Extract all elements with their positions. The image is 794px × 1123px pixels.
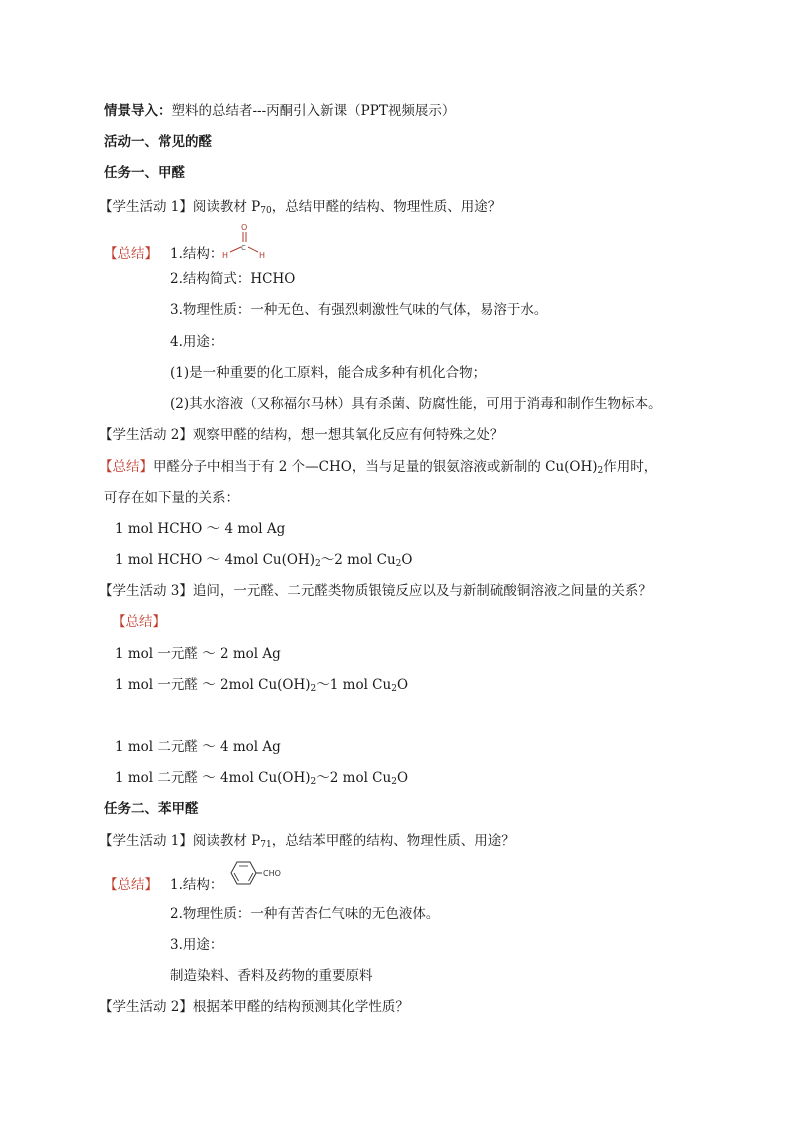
task1-summary1-tag: 【总结】: [104, 246, 158, 262]
relation-part-a: 1 mol 一元醛 ～ 2mol Cu(OH): [115, 677, 311, 693]
task1-summary3-r1: 1 mol 一元醛 ～ 2 mol Ag: [115, 646, 281, 662]
activity-tag: 【学生活动 1】: [99, 833, 193, 849]
task1-student-activity-2: [99, 426, 503, 444]
activity-tag: 【学生活动 1】: [99, 199, 193, 215]
subscript: 2: [391, 777, 397, 787]
relation-part-b: ～1 mol Cu: [316, 677, 392, 693]
relation-part-c: O: [401, 552, 413, 568]
activity-tag: 【学生活动 2】: [99, 999, 193, 1015]
subscript: 2: [395, 559, 402, 569]
benzene-ring: [231, 862, 256, 884]
bond-h2: [248, 247, 258, 252]
benzaldehyde-structure-diagram: [222, 858, 292, 892]
task1-structure-label: 1.结构：: [170, 246, 224, 262]
activity-tag: 【学生活动 2】: [99, 427, 193, 443]
activity-text-before: 阅读教材 P: [192, 199, 261, 215]
oxygen-atom: O: [241, 223, 248, 232]
subscript: 2: [391, 684, 397, 694]
task1-student-activity-3: [99, 582, 652, 600]
task2-use-label: 3.用途：: [170, 937, 224, 953]
intro-line: [104, 102, 455, 120]
relation-part-a: 1 mol HCHO ～ 4mol Cu(OH): [115, 552, 315, 568]
relation-part-b: ～2 mol Cu: [320, 552, 396, 568]
cho-group-label: CHO: [263, 869, 281, 878]
subscript: 2: [310, 684, 317, 694]
activity1-heading: 活动一、常见的醛: [104, 134, 212, 150]
intro-label: 情景导入：: [104, 103, 172, 119]
hydrogen-atom-right: H: [259, 251, 266, 260]
intro-text: 塑料的总结者---丙酮引入新课（PPT视频展示）: [171, 103, 456, 119]
task1-use-label: 4.用途：: [170, 334, 224, 350]
activity-tag: 【学生活动 3】: [99, 583, 193, 599]
task2-structure-label: 1.结构：: [170, 877, 224, 893]
relation-part-c: O: [396, 770, 409, 786]
summary-text-b: 作用时，: [603, 459, 658, 475]
subscript: 2: [314, 559, 321, 569]
task2-physical: 2.物理性质：一种有苦杏仁气味的无色液体。: [170, 906, 440, 922]
activity-text: 根据苯甲醛的结构预测其化学性质？: [192, 999, 409, 1015]
task1-short-formula: 2.结构简式：HCHO: [170, 271, 296, 287]
activity-text: 观察甲醛的结构，想一想其氧化反应有何特殊之处？: [192, 427, 504, 443]
task2-summary1-tag: 【总结】: [104, 877, 158, 893]
task1-physical: 3.物理性质：一种无色、有强烈刺激性气味的气体，易溶于水。: [170, 302, 548, 318]
activity-text-after: ，总结甲醛的结构、物理性质、用途？: [271, 199, 502, 215]
hydrogen-atom-left: H: [222, 251, 229, 260]
subscript: 2: [310, 777, 317, 787]
task2-use-text: 制造染料、香料及药物的重要原料: [170, 968, 373, 984]
task1-summary3-r4: [115, 769, 408, 787]
formaldehyde-structure-diagram: [220, 220, 270, 260]
activity-text-before: 阅读教材 P: [192, 833, 261, 849]
task2-student-activity-2: [99, 998, 409, 1016]
relation-part-c: O: [396, 677, 409, 693]
bond-h1: [230, 247, 241, 252]
task1-summary2-line2: 可存在如下量的关系：: [104, 490, 239, 506]
task1-relation2: [115, 551, 412, 569]
carbon-atom: C: [241, 244, 246, 252]
relation-part-b: ～2 mol Cu: [316, 770, 392, 786]
task1-summary3-r2: [115, 676, 408, 694]
task1-relation1: 1 mol HCHO ～ 4 mol Ag: [115, 521, 286, 537]
task2-heading: 任务二、苯甲醛: [104, 801, 199, 817]
task1-student-activity-1: [99, 198, 501, 216]
task1-summary3-r3: 1 mol 二元醛 ～ 4 mol Ag: [115, 739, 281, 755]
summary-tag: 【总结】: [99, 459, 153, 475]
task1-summary3-tag: 【总结】: [112, 614, 166, 630]
page-subscript: 70: [260, 206, 272, 216]
task1-summary2-line1: [99, 458, 657, 476]
task2-student-activity-1: [99, 832, 515, 850]
activity-text-after: ，总结苯甲醛的结构、物理性质、用途？: [271, 833, 515, 849]
summary-text-a: 甲醛分子中相当于有 2 个—CHO，当与足量的银氨溶液或新制的 Cu(OH): [153, 459, 598, 475]
task1-heading: 任务一、甲醛: [104, 165, 185, 181]
subscript: 2: [597, 466, 604, 476]
task1-use2: (2)其水溶液（又称福尔马林）具有杀菌、防腐性能，可用于消毒和制作生物标本。: [170, 396, 662, 412]
page-subscript: 71: [260, 840, 272, 850]
task1-use1: (1)是一种重要的化工原料，能合成多种有机化合物；: [170, 365, 487, 381]
relation-part-a: 1 mol 二元醛 ～ 4mol Cu(OH): [115, 770, 311, 786]
activity-text: 追问，一元醛、二元醛类物质银镜反应以及与新制硫酸铜溶液之间量的关系？: [192, 583, 652, 599]
